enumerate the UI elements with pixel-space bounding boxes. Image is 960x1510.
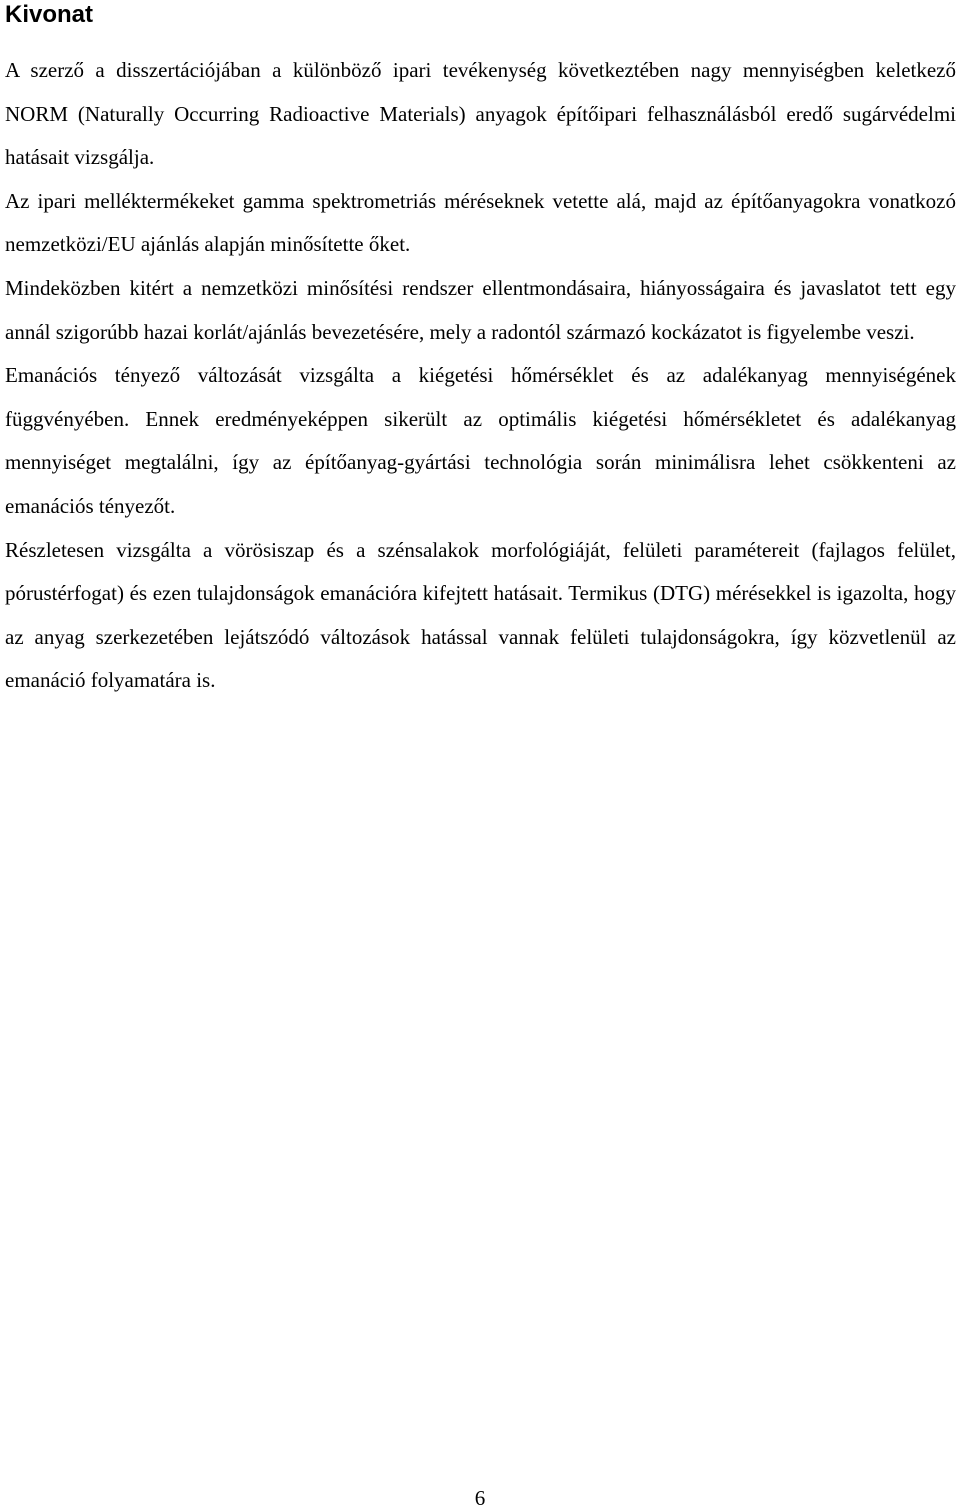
paragraph-4: Emanációs tényező változását vizsgálta a kiégetési hőmérséklet és az adalékanyag mennyiségének függvényében. Ennek eredményeképpen sikerült az optimális kiégetési hőmérsékletet és adalékanyag mennyiséget megtalálni, így az építőanyag-gyártási technológia során minimálisra lehet csökkenteni az emanációs tényezőt.	[5, 363, 956, 518]
paragraph-2: Az ipari melléktermékeket gamma spektrometriás méréseknek vetette alá, majd az építőanyagokra vonatkozó nemzetközi/EU ajánlás alapján minősítette őket.	[5, 188, 956, 257]
paragraph-5: Részletesen vizsgálta a vörösiszap és a szénsalakok morfológiáját, felületi paramétereit (fajlagos felület, pórustérfogat) és ezen tulajdonságok emanációra kifejtett hatásait. Termikus (DTG) mérésekkel is igazolta, hogy az anyag szerkezetében lejátszódó változások hatással vannak felületi tulajdonságokra, így közvetlenül az emanáció folyamatára is.	[5, 537, 956, 693]
paragraph-1: A szerző a disszertációjában a különböző ipari tevékenység következtében nagy mennyiségben keletkező NORM (Naturally Occurring Radioactive Materials) anyagok építőipari felhasználásból eredő sugárvédelmi hatásait vizsgálja.	[5, 58, 956, 170]
abstract-body	[5, 49, 956, 703]
paragraph-3: Mindeközben kitért a nemzetközi minősítési rendszer ellentmondásaira, hiányosságaira és javaslatot tett egy annál szigorúbb hazai korlát/ajánlás bevezetésére, mely a radontól származó kockázatot is figyelembe veszi.	[5, 275, 956, 344]
page-number: 6	[474, 1486, 486, 1510]
section-heading: Kivonat	[5, 1, 94, 28]
